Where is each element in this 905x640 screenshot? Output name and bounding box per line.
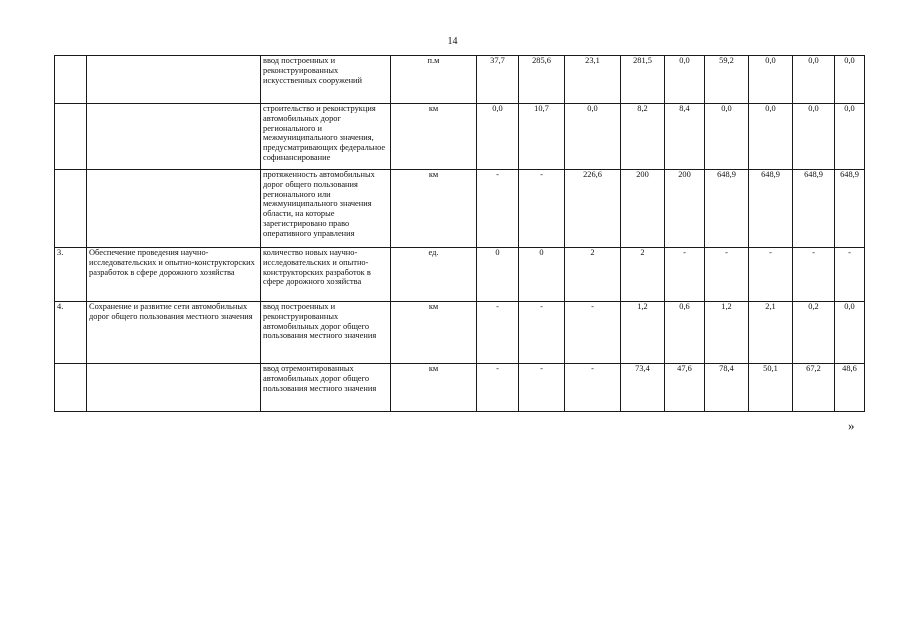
value-cell: 0,0 — [477, 104, 519, 170]
value-cell: - — [835, 248, 865, 302]
value-cell: 281,5 — [621, 56, 665, 104]
value-cell: 48,6 — [835, 364, 865, 412]
table-row — [55, 56, 865, 104]
value-cell: 10,7 — [519, 104, 565, 170]
value-cell: 0,2 — [793, 302, 835, 364]
value-cell: 0,0 — [749, 104, 793, 170]
value-cell: 2 — [621, 248, 665, 302]
value-cell: 0,0 — [793, 104, 835, 170]
value-cell: 648,9 — [705, 170, 749, 248]
value-cell: 285,6 — [519, 56, 565, 104]
value-cell: 648,9 — [749, 170, 793, 248]
row-number-cell: 4. — [55, 302, 87, 364]
value-cell: 0,0 — [835, 56, 865, 104]
value-cell: - — [519, 170, 565, 248]
table-row — [55, 170, 865, 248]
value-cell: 0,0 — [565, 104, 621, 170]
task-cell — [87, 104, 261, 170]
unit-cell: ед. — [391, 248, 477, 302]
row-number-cell — [55, 56, 87, 104]
unit-cell: км — [391, 302, 477, 364]
row-number-cell — [55, 364, 87, 412]
value-cell: - — [519, 302, 565, 364]
table-row — [55, 302, 865, 364]
table-body — [55, 56, 865, 412]
value-cell: - — [793, 248, 835, 302]
closing-quote: » — [848, 418, 855, 433]
unit-cell: п.м — [391, 56, 477, 104]
value-cell: - — [705, 248, 749, 302]
task-cell: Сохранение и развитие сети автомобильных дорог общего пользования местного значения — [87, 302, 261, 364]
page-number: 14 — [447, 36, 458, 47]
unit-cell: км — [391, 364, 477, 412]
task-cell — [87, 56, 261, 104]
value-cell: 0 — [519, 248, 565, 302]
value-cell: 59,2 — [705, 56, 749, 104]
value-cell: 0,0 — [835, 104, 865, 170]
value-cell: 0,0 — [835, 302, 865, 364]
value-cell: 200 — [621, 170, 665, 248]
unit-cell: км — [391, 104, 477, 170]
value-cell: 0,0 — [665, 56, 705, 104]
row-number-cell: 3. — [55, 248, 87, 302]
indicators-table — [54, 55, 865, 412]
value-cell: 2 — [565, 248, 621, 302]
value-cell: - — [477, 302, 519, 364]
value-cell: - — [565, 364, 621, 412]
value-cell: 50,1 — [749, 364, 793, 412]
value-cell: 1,2 — [621, 302, 665, 364]
value-cell: 8,4 — [665, 104, 705, 170]
indicator-cell: ввод отремонтированных автомобильных дорог общего пользования местного значения — [261, 364, 391, 412]
value-cell: 648,9 — [793, 170, 835, 248]
task-cell: Обеспечение проведения научно-исследовательских и опытно-конструкторских разработок в сфере дорожного хозяйства — [87, 248, 261, 302]
value-cell: 47,6 — [665, 364, 705, 412]
row-number-cell — [55, 104, 87, 170]
task-cell — [87, 170, 261, 248]
value-cell: 8,2 — [621, 104, 665, 170]
indicator-cell: количество новых научно-исследовательских и опытно-конструкторских разработок в сфере дорожного хозяйства — [261, 248, 391, 302]
value-cell: - — [665, 248, 705, 302]
value-cell: - — [565, 302, 621, 364]
value-cell: 0 — [477, 248, 519, 302]
value-cell: - — [519, 364, 565, 412]
value-cell: 2,1 — [749, 302, 793, 364]
value-cell: 67,2 — [793, 364, 835, 412]
value-cell: 0,0 — [749, 56, 793, 104]
value-cell: 226,6 — [565, 170, 621, 248]
row-number-cell — [55, 170, 87, 248]
value-cell: 23,1 — [565, 56, 621, 104]
indicator-cell: строительство и реконструкция автомобильных дорог регионального и межмуниципального значения, предусматривающих федеральное софинансирование — [261, 104, 391, 170]
value-cell: 200 — [665, 170, 705, 248]
value-cell: 73,4 — [621, 364, 665, 412]
value-cell: 1,2 — [705, 302, 749, 364]
value-cell: - — [477, 364, 519, 412]
indicator-cell: ввод построенных и реконструированных искусственных сооружений — [261, 56, 391, 104]
table-row — [55, 248, 865, 302]
value-cell: - — [749, 248, 793, 302]
task-cell — [87, 364, 261, 412]
value-cell: 78,4 — [705, 364, 749, 412]
value-cell: 648,9 — [835, 170, 865, 248]
indicator-cell: ввод построенных и реконструированных автомобильных дорог общего пользования местного значения — [261, 302, 391, 364]
value-cell: 37,7 — [477, 56, 519, 104]
value-cell: 0,6 — [665, 302, 705, 364]
table-row — [55, 364, 865, 412]
value-cell: - — [477, 170, 519, 248]
indicator-cell: протяженность автомобильных дорог общего пользования регионального или межмуниципального значения области, на которые зарегистрировано право оперативного управления — [261, 170, 391, 248]
table-row — [55, 104, 865, 170]
value-cell: 0,0 — [705, 104, 749, 170]
unit-cell: км — [391, 170, 477, 248]
value-cell: 0,0 — [793, 56, 835, 104]
